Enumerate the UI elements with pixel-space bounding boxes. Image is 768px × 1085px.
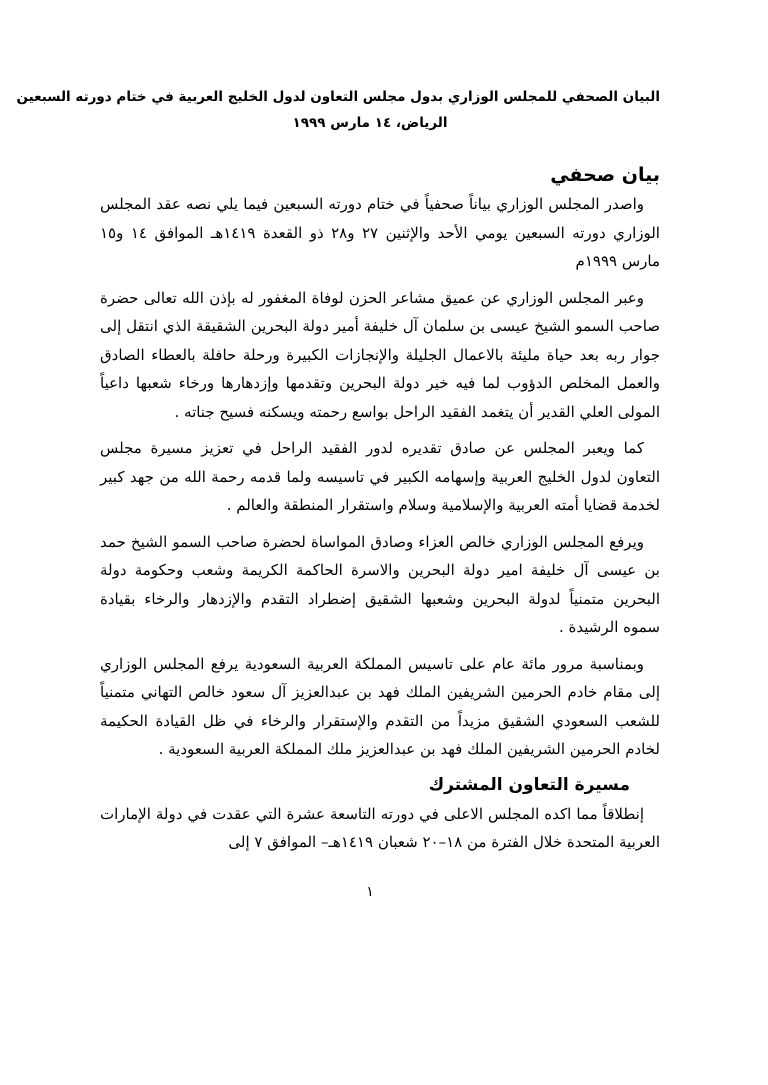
- page-number: ١: [366, 884, 374, 900]
- header-place-date: الرياض، ١٤ مارس ١٩٩٩: [292, 115, 448, 131]
- section-heading-press-statement: بيان صحفي: [550, 164, 660, 186]
- header-title: البيان الصحفي للمجلس الوزاري بدول مجلس التعاون لدول الخليج العربية في ختام دورته السبعين: [16, 89, 660, 105]
- document-header: [16, 84, 660, 136]
- paragraph: كما ويعبر المجلس عن صادق تقديره لدور الفقيد الراحل في تعزيز مسيرة مجلس التعاون لدول الخليج العربية وإسهامه الكبير في تاسيسه ولما قدمه رحمة الله من جهد كبير لخدمة قضايا أمته العربية والإسلامية وسلام واستقرار المنطقة والعالم .: [100, 439, 660, 514]
- paragraph: ويرفع المجلس الوزاري خالص العزاء وصادق المواساة لحضرة صاحب السمو الشيخ حمد بن عيسى آل خليفة امير دولة البحرين والاسرة الحاكمة الكريمة وشعب وحكومة دولة البحرين متمنياً لدولة البحرين وشعبها الشقيق إضطراد التقدم والإزدهار والرخاء بقيادة سموه الرشيدة .: [100, 532, 660, 636]
- section-heading-joint-cooperation: مسيرة التعاون المشترك: [428, 774, 630, 795]
- paragraph: وبمناسبة مرور مائة عام على تاسيس المملكة العربية السعودية يرفع المجلس الوزاري إلى مقام خادم الحرمين الشريفين الملك فهد بن عبدالعزيز آل سعود خالص التهاني متمنياً للشعب السعودي الشقيق مزيداً من التقدم والإستقرار والرخاء في ظل القيادة الحكيمة لخادم الحرمين الشريفين الملك فهد بن عبدالعزيز ملك المملكة العربية السعودية .: [100, 654, 660, 758]
- paragraph: إنطلاقاً مما اكده المجلس الاعلى في دورته التاسعة عشرة التي عقدت في دولة الإمارات العربية المتحدة خلال الفترة من ١٨–٢٠ شعبان ١٤١٩هـ– الموافق ٧ إلى: [100, 804, 660, 851]
- paragraph: وعبر المجلس الوزاري عن عميق مشاعر الحزن لوفاة المغفور له بإذن الله تعالى حضرة صاحب السمو الشيخ عيسى بن سلمان آل خليفة أمير دولة البحرين الشقيقة الذي انتقل إلى جوار ربه بعد حياة مليئة بالاعمال الجليلة والإنجازات الكبيرة ورحلة حافلة بالعطاء الصادق والعمل المخلص الدؤوب لما فيه خير دولة البحرين وتقدمها وإزدهارها ورخاء شعبها داعياً المولى العلي القدير أن يتغمد الفقيد الراحل بواسع رحمته ويسكنه فسيح جناته .: [100, 288, 660, 421]
- document-body: [100, 160, 660, 865]
- paragraph: واصدر المجلس الوزاري بياناً صحفياً في ختام دورته السبعين فيما يلي نصه عقد المجلس الوزاري دورته السبعين يومي الأحد والإثنين ٢٧ و٢٨ ذو القعدة ١٤١٩هـ الموافق ١٤ و١٥ مارس ١٩٩٩م: [100, 195, 660, 270]
